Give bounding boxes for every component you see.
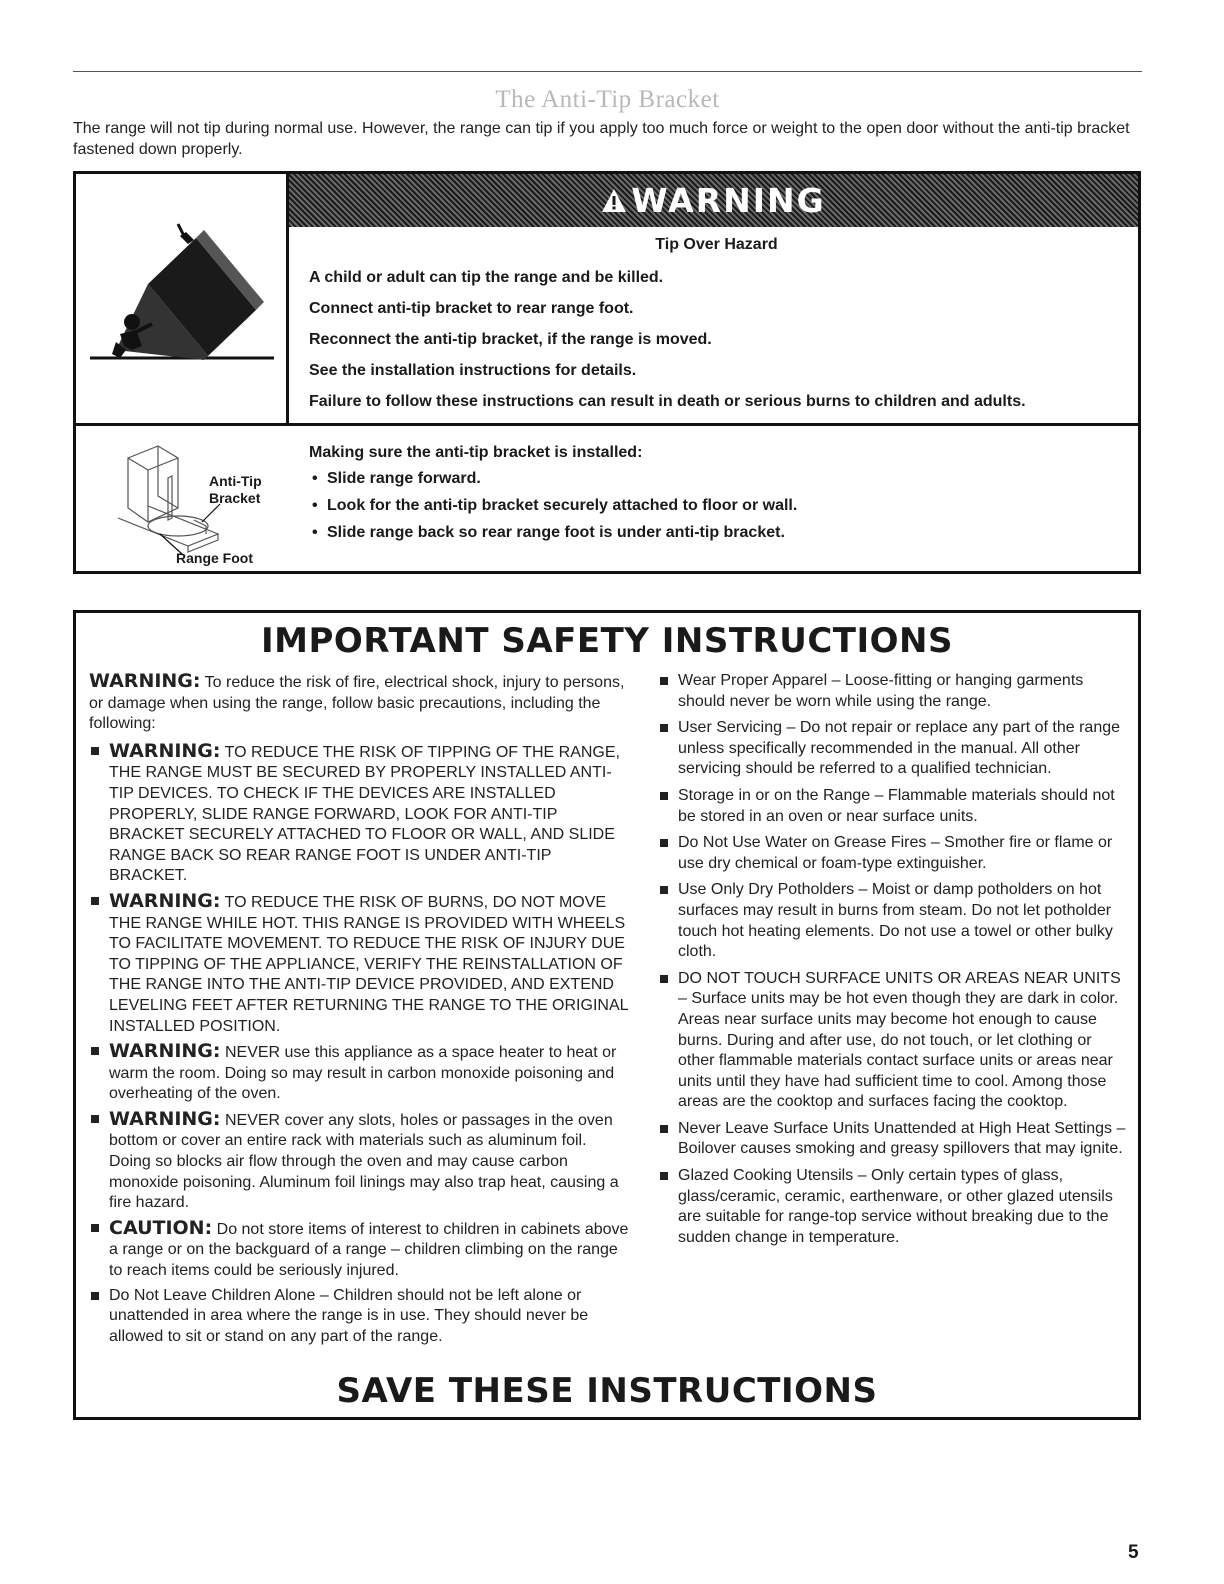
safety-list-item (89, 1286, 629, 1348)
keyword: CAUTION: (109, 1216, 213, 1239)
safety-list-item (658, 671, 1126, 712)
warning-line: A child or adult can tip the range and be killed. (309, 269, 664, 286)
warning-line: See the installation instructions for details. (309, 362, 637, 379)
safety-list-item (658, 969, 1126, 1113)
keyword: WARNING: (89, 670, 201, 692)
safety-item-text: DO NOT TOUCH SURFACE UNITS OR AREAS NEAR UNITS – Surface units may be hot even though they are dark in color. Areas near surface units may become hot enough to cause burns. During and after use, do not touch, or let clothing or other flammable materials contact surface units or areas near units until they have had sufficient time to cool. Among those areas are the cooktop and surfaces facing the cooktop. (678, 969, 1121, 1111)
warning-lower (76, 426, 1138, 571)
section-title: The Anti-Tip Bracket (495, 86, 720, 113)
square-bullet-icon (91, 897, 99, 905)
anti-tip-bracket-illustration (98, 438, 298, 568)
safety-item-text: Do Not Use Water on Grease Fires – Smother fire or flame or use dry chemical or foam-type extinguisher. (678, 834, 1113, 872)
keyword: WARNING: (109, 889, 221, 912)
safety-list-item (89, 891, 629, 1037)
warning-banner-label: WARNING (631, 181, 826, 220)
square-bullet-icon (660, 975, 668, 983)
warning-triangle-icon (601, 188, 627, 214)
warning-banner (289, 174, 1138, 227)
square-bullet-icon (660, 724, 668, 732)
top-rule (73, 71, 1142, 72)
warning-heading: Tip Over Hazard (655, 236, 778, 253)
safety-list-item (658, 1166, 1126, 1248)
safety-item-text: Use Only Dry Potholders – Moist or damp potholders on hot surfaces may result in burns from steam. Do not let potholder touch hot heating elements. Do not use a towel or other bulky cloth. (678, 881, 1113, 961)
square-bullet-icon (660, 1172, 668, 1180)
safety-item-text: Do not store items of interest to children in cabinets above a range or on the backguard of a range – children climbing on the range to reach items could be seriously injured. (109, 1220, 629, 1280)
square-bullet-icon (660, 677, 668, 685)
safety-list-item (658, 718, 1126, 780)
square-bullet-icon (660, 1125, 668, 1133)
install-step: • Look for the anti-tip bracket securely attached to floor or wall. (309, 497, 1109, 515)
safety-item-text: Storage in or on the Range – Flammable materials should not be stored in an oven or near surface units. (678, 786, 1115, 825)
warning-line: Failure to follow these instructions can result in death or serious burns to children and adults. (309, 393, 1026, 410)
safety-item-text: TO REDUCE THE RISK OF BURNS, DO NOT MOVE THE RANGE WHILE HOT. THIS RANGE IS PROVIDED WITH WHEELS TO FACILITATE MOVEMENT. TO REDUCE THE RISK OF INJURY DUE TO TIPPING OF THE APPLIANCE, VERIFY THE REINSTALLATION OF THE RANGE INTO THE ANTI-TIP DEVICE PROVIDED, AND EXTEND LEVELING FEET AFTER RETURNING THE RANGE TO THE ORIGINAL INSTALLED POSITION. (109, 893, 628, 1035)
safety-list-item (89, 1109, 629, 1214)
square-bullet-icon (91, 1115, 99, 1123)
square-bullet-icon (91, 1224, 99, 1232)
safety-item-text: Wear Proper Apparel – Loose-fitting or hanging garments should never be worn while using the range. (678, 672, 1084, 710)
bracket-label-line: Bracket (209, 490, 261, 506)
square-bullet-icon (660, 886, 668, 894)
safety-item-text: Glazed Cooking Utensils – Only certain types of glass, glass/ceramic, ceramic, earthenware, or other glazed utensils are suitable for range-top service without breaking due to the sudden change in temperature. (678, 1167, 1113, 1246)
install-step: • Slide range forward. (309, 470, 1109, 488)
safety-right-column (658, 671, 1126, 1254)
keyword: WARNING: (109, 1107, 221, 1130)
square-bullet-icon (91, 1292, 99, 1300)
install-check (309, 444, 1109, 551)
anti-tip-bracket-label (209, 473, 262, 507)
safety-title: IMPORTANT SAFETY INSTRUCTIONS (261, 621, 953, 661)
safety-item-text: Do Not Leave Children Alone – Children should not be left alone or unattended in area where the range is in use. They should never be allowed to sit or stand on any part of the range. (109, 1286, 589, 1345)
warning-box (73, 171, 1141, 574)
safety-intro (89, 671, 629, 735)
safety-list-item (658, 880, 1126, 962)
square-bullet-icon (91, 747, 99, 755)
keyword: WARNING: (109, 739, 221, 762)
safety-left-list (89, 741, 629, 1348)
safety-item-text: NEVER cover any slots, holes or passages in the oven bottom or cover an entire rack with materials such as aluminum foil. Doing so blocks air flow through the oven and may cause carbon monoxide poisoning. Aluminum foil linings may also trap heat, causing a fire hazard. (109, 1111, 619, 1212)
safety-instructions-box (73, 610, 1141, 1420)
square-bullet-icon (91, 1047, 99, 1055)
safety-list-item (658, 1119, 1126, 1160)
safety-item-text: Never Leave Surface Units Unattended at High Heat Settings – Boilover causes smoking and greasy spillovers that may ignite. (678, 1119, 1126, 1158)
safety-intro-text: To reduce the risk of fire, electrical shock, injury to persons, or damage when using the range, follow basic precautions, including the following: (89, 674, 625, 733)
intro-paragraph: The range will not tip during normal use. However, the range can tip if you apply too much force or weight to the open door without the anti-tip bracket fastened down properly. (73, 120, 1130, 158)
range-foot-label: Range Foot (176, 550, 253, 566)
safety-right-list (658, 671, 1126, 1248)
warning-text (309, 236, 1124, 423)
warning-line: Reconnect the anti-tip bracket, if the range is moved. (309, 331, 712, 348)
safety-list-item (89, 741, 629, 887)
safety-list-item (89, 1041, 629, 1105)
page-number: 5 (1128, 1542, 1139, 1563)
safety-list-item (89, 1218, 629, 1282)
safety-list-item (658, 786, 1126, 827)
safety-left-column (89, 671, 629, 1351)
install-step: • Slide range back so rear range foot is under anti-tip bracket. (309, 524, 1109, 542)
square-bullet-icon (660, 839, 668, 847)
save-instructions-footer: SAVE THESE INSTRUCTIONS (336, 1371, 878, 1411)
tipping-range-illustration (76, 174, 289, 423)
square-bullet-icon (660, 792, 668, 800)
warning-upper (76, 174, 1138, 423)
warning-line: Connect anti-tip bracket to rear range foot. (309, 300, 634, 317)
safety-item-text: User Servicing – Do not repair or replace any part of the range unless specifically recommended in the manual. All other servicing should be referred to a qualified technician. (678, 719, 1121, 778)
safety-item-text: NEVER use this appliance as a space heater to heat or warm the room. Doing so may result in carbon monoxide poisoning and overheating of the oven. (109, 1044, 617, 1103)
safety-item-text: TO REDUCE THE RISK OF TIPPING OF THE RANGE, THE RANGE MUST BE SECURED BY PROPERLY INSTALLED ANTI-TIP DEVICES. TO CHECK IF THE DEVICES ARE INSTALLED PROPERLY, SLIDE RANGE FORWARD, LOOK FOR ANTI-TIP BRACKET SECURELY ATTACHED TO FLOOR OR WALL, AND SLIDE RANGE BACK SO REAR RANGE FOOT IS UNDER ANTI-TIP BRACKET. (109, 743, 620, 885)
install-heading: Making sure the anti-tip bracket is installed: (309, 444, 643, 461)
safety-list-item (658, 833, 1126, 874)
bracket-label-line: Anti-Tip (209, 473, 262, 489)
keyword: WARNING: (109, 1040, 221, 1063)
